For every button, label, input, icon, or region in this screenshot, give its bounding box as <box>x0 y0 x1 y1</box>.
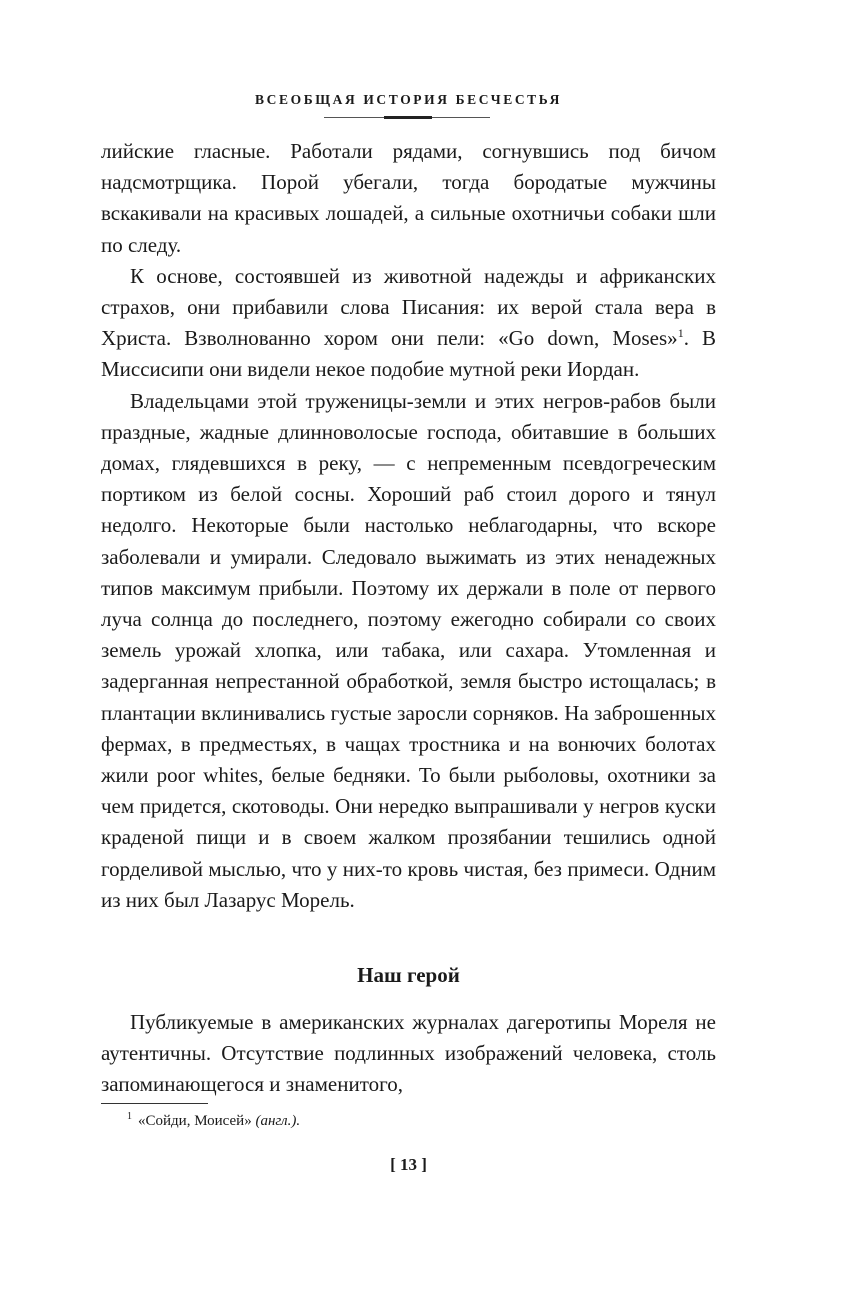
footnote-text: «Сойди, Моисей» <box>138 1113 252 1129</box>
main-text <box>101 136 716 916</box>
paragraph-2 <box>101 261 716 386</box>
section-paragraph: Публикуемые в американских журналах дагеротипы Мореля не аутентичны. Отсутствие подлинных изображений человека, столь запоминающегося и знаменитого, <box>101 1010 716 1097</box>
running-head-rule-accent <box>384 116 432 119</box>
section-title: Наш герой <box>357 963 460 987</box>
book-page <box>101 0 716 1300</box>
paragraph-2-text-start: К основе, состоявшей из животной надежды и африканских страхов, они прибавили слова Писания: их верой стала вера в Христа. Взволнованно хором они пели: «Go down, Moses» <box>101 263 716 351</box>
page-number: [ 13 ] <box>390 1155 427 1174</box>
paragraph-1: лийские гласные. Работали рядами, согнувшись под бичом надсмотрщика. Порой убегали, тогда бородатые мужчины вскакивали на красивых лошадей, а сильные охотничьи собаки шли по следу. <box>101 139 716 257</box>
footnote-mark: 1 <box>127 1111 132 1122</box>
footnote-note: (англ.). <box>255 1113 301 1129</box>
running-head: ВСЕОБЩАЯ ИСТОРИЯ БЕСЧЕСТЬЯ <box>255 92 562 107</box>
paragraph-3: Владельцами этой труженицы-земли и этих негров-рабов были праздные, жадные длинноволосые господа, обитавшие в больших домах, глядевшихся в реку, — с непременным псевдогреческим портиком из белой сосны. Хороший раб стоил дорого и тянул недолго. Некоторые были настолько неблагодарны, что вскоре заболевали и умирали. Следовало выжимать из этих ненадежных типов максимум прибыли. Поэтому их держали в поле от первого луча солнца до последнего, поэтому ежегодно собирали со своих земель урожай хлопка, или табака, или сахара. Утомленная и задерганная непрестанной обработкой, земля быстро истощалась; в плантации вклинивались густые заросли сорняков. На заброшенных фермах, в предместьях, в чащах тростника и на вонючих болотах жили poor whites, белые бедняки. То были рыболовы, охотники за чем придется, скотоводы. Они нередко выпрашивали у негров куски краденой пищи и в своем жалком прозябании тешились одной горделивой мыслью, что у них-то кровь чистая, без примеси. Одним из них был Лазарус Морель. <box>101 388 716 912</box>
footnote-divider <box>101 1103 208 1104</box>
footnote-reference: 1 <box>677 326 684 341</box>
paragraph-2-text-end: . В Миссисипи они видели некое подобие мутной реки Иордан. <box>101 326 717 382</box>
section-text <box>101 1007 716 1101</box>
footnote <box>127 1111 300 1131</box>
